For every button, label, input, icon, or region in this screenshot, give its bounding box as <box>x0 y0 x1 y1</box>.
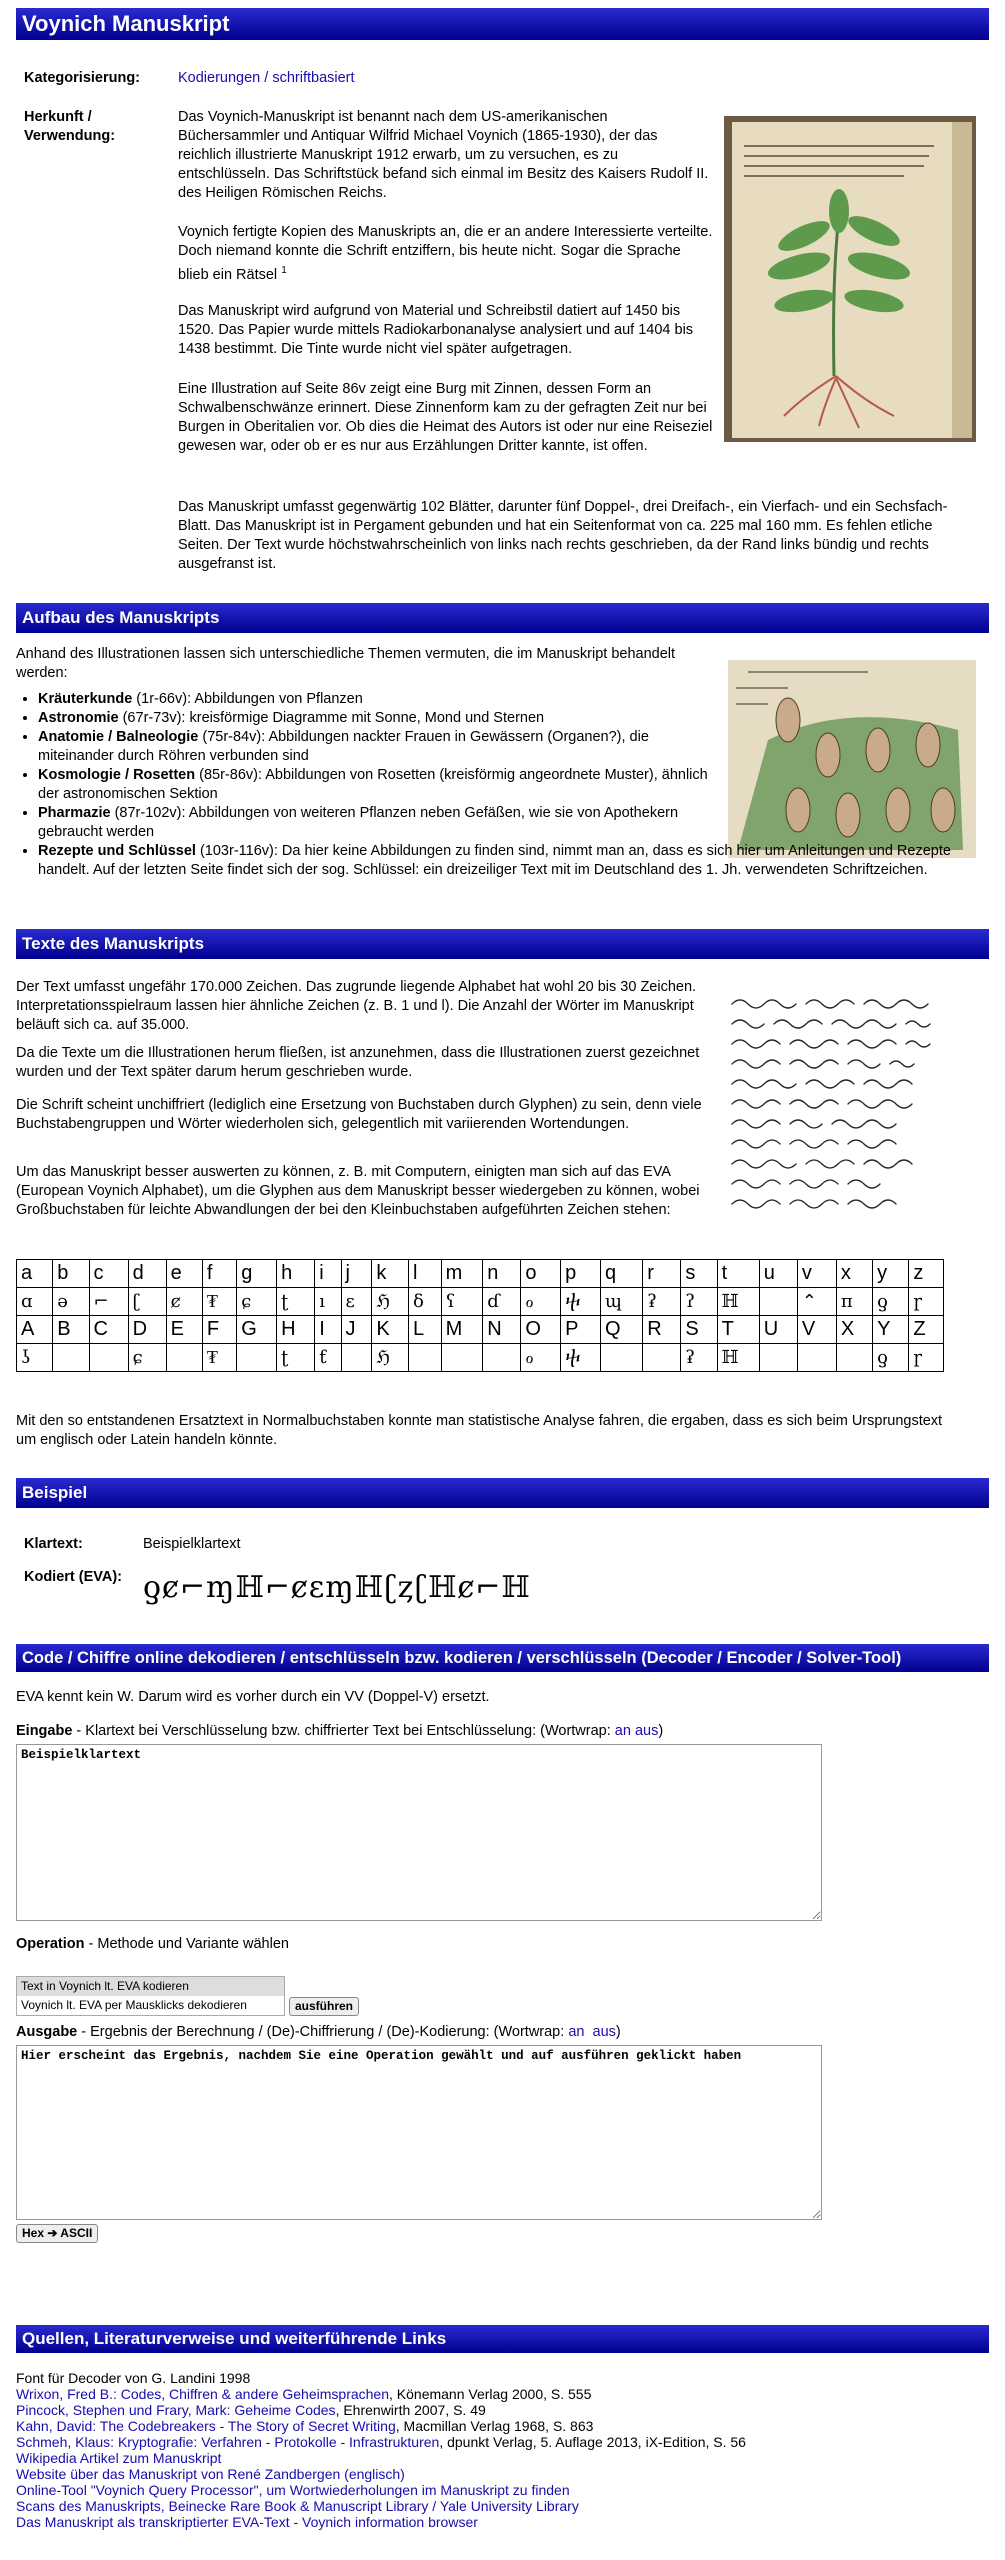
eva-glyph-cell: ʈ <box>277 1344 315 1372</box>
output-label-text: - Ergebnis der Berechnung / (De)-Chiffrierung / (De)-Kodierung: (Wortwrap: <box>77 2024 569 2040</box>
intro-paragraph-1: Das Voynich-Manuskript ist benannt nach dem US-amerikanischen Büchersammler und Antiquar Wilfrid Michael Voynich (1865-1930), der das reichlich illustrierte Manuskript 1912 erwarb, um zu versuchen, es zu entschlüsseln. Das Schriftstück befand sich einmal im Besitz des Kaisers Rudolf II. des Heiligen Römischen Reichs. <box>178 109 709 201</box>
eva-letter-cell: h <box>277 1260 315 1288</box>
eva-glyph-cell: ℴ <box>521 1288 561 1316</box>
eva-glyph-cell <box>836 1344 872 1372</box>
eva-letter-cell: g <box>237 1260 277 1288</box>
eva-letter-cell: Q <box>600 1316 642 1344</box>
list-item <box>38 690 728 709</box>
texte-paragraph-3: Die Schrift scheint unchiffriert (lediglich eine Ersetzung von Buchstaben durch Glyphen) zu sein, denn viele Buchstabengruppen und Wörter wiederholen sich, gelegentlich mit variierenden Wortendungen. <box>16 1097 702 1132</box>
list-item-term: Kräuterkunde <box>38 691 133 707</box>
page-title: Voynich Manuskript <box>16 8 989 40</box>
eva-letter-cell: e <box>166 1260 202 1288</box>
voynich-text-sample <box>726 990 978 1230</box>
origin-label-line2: Verwendung: <box>24 128 116 144</box>
eva-letter-cell: Z <box>909 1316 944 1344</box>
reference-link[interactable]: Kahn, David: The Codebreakers - The Story of Secret Writing <box>16 2418 396 2434</box>
eva-letter-cell: f <box>202 1260 236 1288</box>
eva-glyph-cell <box>237 1344 277 1372</box>
intro-paragraph-3: Das Manuskript wird aufgrund von Material und Schreibstil datiert auf 1450 bis 1520. Das Papier wurde mittels Radiokarbonanalyse analysiert und auf 1404 bis 1438 bestimmt. Die Tinte wurde nicht viel später aufgetragen. <box>178 303 694 357</box>
list-item-text: (75r-84v): Abbildungen nackter Frauen in Gewässern (Organen?), die miteinander durch Röhren verbunden sind <box>38 729 649 764</box>
klartext-label: Klartext: <box>24 1536 83 1552</box>
eva-glyph-cell: ʖ <box>17 1344 53 1372</box>
eva-letter-cell: k <box>372 1260 409 1288</box>
footnote-ref[interactable]: 1 <box>281 265 287 276</box>
eva-letter-cell: i <box>315 1260 341 1288</box>
eva-letter-cell: R <box>643 1316 681 1344</box>
input-label-bold: Eingabe <box>16 1723 73 1739</box>
eva-glyph-cell: ℴ <box>521 1344 561 1372</box>
eva-letter-cell: p <box>561 1260 601 1288</box>
eva-glyph-cell: ẟ <box>408 1288 441 1316</box>
texte-after-table: Mit den so entstandenen Ersatztext in Normalbuchstaben konnte man statistische Analyse fahren, die ergaben, dass es sich beim Ursprungstext um englisch oder Latein handeln könnte. <box>16 1413 943 1448</box>
list-item-term: Astronomie <box>38 710 119 726</box>
eva-glyph-cell: ƍ <box>873 1344 909 1372</box>
eva-letter-cell: V <box>797 1316 836 1344</box>
eva-letter-cell: F <box>202 1316 236 1344</box>
reference-item <box>16 2450 976 2466</box>
eva-letter-cell: q <box>600 1260 642 1288</box>
eva-letter-cell: Y <box>873 1316 909 1344</box>
eva-letter-cell: s <box>681 1260 717 1288</box>
reference-item <box>16 2514 976 2530</box>
eva-glyph-cell: ₮ <box>202 1344 236 1372</box>
eva-letter-cell: B <box>53 1316 89 1344</box>
reference-text: , Macmillan Verlag 1968, S. 863 <box>395 2418 594 2434</box>
eva-glyph-cell: ℍ <box>717 1344 759 1372</box>
operation-option-encode[interactable]: Text in Voynich lt. EVA kodieren <box>17 1977 284 1996</box>
eva-glyph-cell: ı <box>315 1288 341 1316</box>
eva-glyph-cell <box>408 1344 441 1372</box>
section-heading-beispiel: Beispiel <box>16 1478 989 1508</box>
eva-row-lowercase <box>17 1260 944 1288</box>
eva-glyph-cell: ʡ <box>643 1288 681 1316</box>
eva-letter-cell: z <box>909 1260 944 1288</box>
input-textarea[interactable] <box>16 1744 822 1921</box>
eva-letter-cell: I <box>315 1316 341 1344</box>
list-item-term: Anatomie / Balneologie <box>38 729 199 745</box>
eva-letter-cell: d <box>128 1260 166 1288</box>
eva-letter-cell: u <box>759 1260 797 1288</box>
eva-letter-cell: L <box>408 1316 441 1344</box>
operation-select[interactable] <box>16 1976 285 2016</box>
reference-link[interactable]: Online-Tool "Voynich Query Processor", um Wortwiederholungen im Manuskript zu finden <box>16 2482 570 2498</box>
eva-glyph-cell: ɛ <box>341 1288 372 1316</box>
eva-letter-cell: v <box>797 1260 836 1288</box>
eva-glyph-cell <box>166 1344 202 1372</box>
operation-label-bold: Operation <box>16 1936 85 1952</box>
eva-letter-cell: c <box>89 1260 128 1288</box>
eva-letter-cell: y <box>873 1260 909 1288</box>
eva-letter-cell: E <box>166 1316 202 1344</box>
eva-letter-cell: J <box>341 1316 372 1344</box>
eva-letter-cell: P <box>561 1316 601 1344</box>
list-item-text: (87r-102v): Abbildungen von weiteren Pflanzen neben Gefäßen, wie sie von Apothekern gebraucht werden <box>38 805 679 840</box>
kodiert-label: Kodiert (EVA): <box>24 1569 123 1585</box>
origin-label <box>24 108 115 146</box>
eva-glyph-cell: ₮ <box>202 1288 236 1316</box>
eva-letter-cell: H <box>277 1316 315 1344</box>
eva-letter-cell: X <box>836 1316 872 1344</box>
eva-letter-cell: C <box>89 1316 128 1344</box>
list-item <box>38 804 728 842</box>
eva-letter-cell: N <box>483 1316 521 1344</box>
eva-letter-cell: K <box>372 1316 409 1344</box>
eva-glyph-cell: ʕ <box>441 1288 483 1316</box>
reference-text: , dpunkt Verlag, 5. Auflage 2013, iX-Edition, S. 56 <box>439 2434 746 2450</box>
eva-alphabet-table <box>16 1259 944 1372</box>
eva-glyph-cell: ƭ <box>315 1344 341 1372</box>
eva-glyph-cell: ⌐ <box>89 1288 128 1316</box>
eva-letter-cell: A <box>17 1316 53 1344</box>
list-item-text: (1r-66v): Abbildungen von Pflanzen <box>132 691 363 707</box>
reference-link[interactable]: Wrixon, Fred B.: Codes, Chiffren & andere Geheimsprachen <box>16 2386 389 2402</box>
reference-item <box>16 2418 976 2434</box>
eva-glyph-cell: ⴕ <box>561 1288 601 1316</box>
origin-label-line1: Herkunft / <box>24 109 92 125</box>
reference-link[interactable]: Schmeh, Klaus: Kryptografie: Verfahren - Protokolle - Infrastrukturen <box>16 2434 440 2450</box>
eva-letter-cell: a <box>17 1260 53 1288</box>
tool-note: EVA kennt kein W. Darum wird es vorher durch ein VV (Doppel-V) ersetzt. <box>16 1689 490 1705</box>
list-item <box>38 709 728 728</box>
category-links <box>178 70 355 86</box>
reference-item <box>16 2434 976 2450</box>
eva-letter-cell: o <box>521 1260 561 1288</box>
eva-glyph-cell <box>600 1344 642 1372</box>
eva-letter-cell: j <box>341 1260 372 1288</box>
eva-letter-cell: b <box>53 1260 89 1288</box>
eva-glyph-cell <box>643 1344 681 1372</box>
intro-paragraph-4: Eine Illustration auf Seite 86v zeigt eine Burg mit Zinnen, dessen Form an Schwalbenschwänze erinnert. Diese Zinnenform kam zu der gefragten Zeit nur bei Burgen in Oberitalien vor. Ob dies die Heimat des Autors ist oder nur eine Reiseziel gewesen war, oder ob er es nur aus Erzählungen Dritter kannte, ist offen. <box>178 381 713 454</box>
input-label-close: ) <box>658 1723 664 1739</box>
eva-glyph-cell <box>759 1288 797 1316</box>
list-item-term: Pharmazie <box>38 805 111 821</box>
eva-glyph-cell <box>341 1344 372 1372</box>
eva-letter-cell: x <box>836 1260 872 1288</box>
output-wrap-off-link[interactable]: aus <box>592 2024 616 2040</box>
eva-row-uppercase-glyphs <box>17 1344 944 1372</box>
reference-item <box>16 2370 976 2386</box>
eva-letter-cell: T <box>717 1316 759 1344</box>
reference-link[interactable]: Das Manuskript als transkriptierter EVA-Text - Voynich information browser <box>16 2514 478 2530</box>
eva-glyph-cell: ʗ <box>128 1288 166 1316</box>
input-wrap-on-link[interactable]: an <box>614 1723 631 1739</box>
intro-paragraph-2-text: Voynich fertigte Kopien des Manuskripts an, die er an andere Interessierte verteilte. Doch niemand konnte die Schrift entziffern, bis heute nicht. Sogar die Sprache blieb ein Rätsel <box>178 224 713 283</box>
eva-glyph-cell: ƍ <box>873 1288 909 1316</box>
intro-paragraph-5: Das Manuskript umfasst gegenwärtig 102 Blätter, darunter fünf Doppel-, drei Dreifach-, ein Vierfach- und ein Sechsfach-Blatt. Das Manuskript ist in Pergament gebunden und hat ein Seitenformat von ca. 225 mal 160 mm. Es fehlen etliche Seiten. Der Text wurde höchstwahrscheinlich von links nach rechts geschrieben, da der Rand links bündig und rechts ausgefranst ist. <box>178 499 948 572</box>
eva-glyph-cell: ⴕ <box>561 1344 601 1372</box>
eva-glyph-cell: ɗ <box>483 1288 521 1316</box>
eva-glyph-cell <box>759 1344 797 1372</box>
eva-glyph-cell: ℍ <box>717 1288 759 1316</box>
input-label-text: - Klartext bei Verschlüsselung bzw. chiffrierter Text bei Entschlüsselung: (Wortwrap: <box>72 1723 615 1739</box>
list-item-text: (67r-73v): kreisförmige Diagramme mit Sonne, Mond und Sternen <box>118 710 545 726</box>
operation-option-decode[interactable]: Voynich lt. EVA per Mausklicks dekodieren <box>21 1998 247 2012</box>
output-wrap-on-link[interactable]: an <box>568 2024 585 2040</box>
eva-glyph-cell: ȼ <box>166 1288 202 1316</box>
references-list <box>16 2370 976 2530</box>
category-link-kodierungen[interactable]: Kodierungen <box>178 70 261 86</box>
eva-glyph-cell: ʈ <box>277 1288 315 1316</box>
manuscript-image <box>724 116 976 442</box>
eva-glyph-cell: ɕ <box>237 1288 277 1316</box>
texte-paragraph-2: Da die Texte um die Illustrationen herum fließen, ist anzunehmen, dass die Illustrationen zuerst gezeichnet wurden und der Text später darum herum geschrieben wurde. <box>16 1045 700 1080</box>
reference-item <box>16 2466 976 2482</box>
eva-letter-cell: m <box>441 1260 483 1288</box>
reference-item <box>16 2498 976 2514</box>
reference-item <box>16 2402 976 2418</box>
output-textarea[interactable] <box>16 2045 822 2220</box>
list-item-text: (85r-86v): Abbildungen von Rosetten (kreisförmig angeordnete Muster), ähnlich der astronomischen Sektion <box>38 767 708 802</box>
list-item-term: Kosmologie / Rosetten <box>38 767 196 783</box>
list-item-term: Rezepte und Schlüssel <box>38 843 196 859</box>
reference-link[interactable]: Scans des Manuskripts, Beinecke Rare Book & Manuscript Library / Yale University Library <box>16 2498 579 2514</box>
kodiert-value: ƍȼ⌐ɱℍ⌐ȼɛɱℍʗȥʗℍȼ⌐ℍ <box>143 1570 531 1605</box>
eva-letter-cell: G <box>237 1316 277 1344</box>
klartext-value: Beispielklartext <box>143 1536 241 1552</box>
list-item <box>38 728 728 766</box>
category-label: Kategorisierung: <box>24 70 141 86</box>
input-label <box>16 1723 663 1739</box>
eva-letter-cell: S <box>681 1316 717 1344</box>
reference-text: , Könemann Verlag 2000, S. 555 <box>389 2386 592 2402</box>
eva-letter-cell: U <box>759 1316 797 1344</box>
intro-paragraph-2 <box>178 223 713 285</box>
eva-glyph-cell <box>89 1344 128 1372</box>
list-item <box>38 842 988 880</box>
operation-label-text: - Methode und Variante wählen <box>84 1936 289 1952</box>
output-label <box>16 2024 621 2040</box>
eva-glyph-cell: ⌃ <box>797 1288 836 1316</box>
section-heading-texte: Texte des Manuskripts <box>16 929 989 959</box>
run-button[interactable]: ausführen <box>289 1997 359 2016</box>
eva-glyph-cell: ɕ <box>128 1344 166 1372</box>
eva-glyph-cell: π <box>836 1288 872 1316</box>
eva-glyph-cell: ɼ <box>909 1344 944 1372</box>
eva-glyph-cell: ə <box>53 1288 89 1316</box>
aufbau-list <box>16 690 991 880</box>
list-item-text: (103r-116v): Da hier keine Abbildungen zu finden sind, nimmt man an, dass es sich hier um Anleitungen und Rezepte handelt. Auf der letzten Seite findet sich der sog. Schlüssel: ein dreizeiliger Text mit im Deutschland des 1. Jh. verwendeten Schriftzeichen. <box>38 843 951 878</box>
eva-glyph-cell <box>797 1344 836 1372</box>
input-wrap-off-link[interactable]: aus <box>634 1723 659 1739</box>
eva-glyph-cell <box>53 1344 89 1372</box>
reference-item <box>16 2386 976 2402</box>
section-heading-aufbau: Aufbau des Manuskripts <box>16 603 989 633</box>
eva-glyph-cell: ℌ <box>372 1288 409 1316</box>
eva-letter-cell: D <box>128 1316 166 1344</box>
eva-row-uppercase <box>17 1316 944 1344</box>
list-item <box>38 766 728 804</box>
section-heading-tool: Code / Chiffre online dekodieren / entschlüsseln bzw. kodieren / verschlüsseln (Decoder / Encoder / Solver-Tool) <box>16 1644 989 1672</box>
section-heading-quellen: Quellen, Literaturverweise und weiterführende Links <box>16 2325 989 2353</box>
reference-text: , Ehrenwirth 2007, S. 49 <box>335 2402 486 2418</box>
hex-to-ascii-button[interactable]: Hex ➔ ASCII <box>16 2224 98 2243</box>
reference-item <box>16 2482 976 2498</box>
eva-glyph-cell: ℌ <box>372 1344 409 1372</box>
eva-glyph-cell: ʡ <box>681 1344 717 1372</box>
category-separator: / <box>260 70 273 86</box>
output-label-bold: Ausgabe <box>16 2024 78 2040</box>
eva-glyph-cell: ʔ <box>681 1288 717 1316</box>
eva-glyph-cell: ɑ <box>17 1288 53 1316</box>
eva-glyph-cell: ɰ <box>600 1288 642 1316</box>
eva-glyph-cell <box>483 1344 521 1372</box>
reference-link[interactable]: Website über das Manuskript von René Zandbergen (englisch) <box>16 2466 405 2482</box>
eva-letter-cell: t <box>717 1260 759 1288</box>
eva-letter-cell: M <box>441 1316 483 1344</box>
texte-paragraph-4: Um das Manuskript besser auswerten zu können, z. B. mit Computern, einigten man sich auf das EVA (European Voynich Alphabet), um die Glyphen aus dem Manuskript besser wiedergeben zu können, wobei Großbuchstaben für leichte Abwandlungen der bei den Kleinbuchstaben aufgeführten Zeichen stehen: <box>16 1164 700 1218</box>
eva-letter-cell: n <box>483 1260 521 1288</box>
eva-glyph-cell: ɼ <box>909 1288 944 1316</box>
reference-text: Font für Decoder von G. Landini 1998 <box>16 2370 251 2386</box>
output-label-close: ) <box>615 2024 621 2040</box>
aufbau-intro: Anhand des Illustrationen lassen sich unterschiedliche Themen vermuten, die im Manuskript behandelt werden: <box>16 646 676 681</box>
reference-link[interactable]: Pincock, Stephen und Frary, Mark: Geheime Codes <box>16 2402 336 2418</box>
eva-row-lowercase-glyphs <box>17 1288 944 1316</box>
category-link-schriftbasiert[interactable]: schriftbasiert <box>272 70 355 86</box>
eva-letter-cell: l <box>408 1260 441 1288</box>
reference-link[interactable]: Wikipedia Artikel zum Manuskript <box>16 2450 222 2466</box>
eva-letter-cell: r <box>643 1260 681 1288</box>
operation-label <box>16 1936 289 1952</box>
texte-paragraph-1: Der Text umfasst ungefähr 170.000 Zeichen. Das zugrunde liegende Alphabet hat wohl 20 bis 30 Zeichen. Interpretationsspielraum lassen hier ähnliche Zeichen (z. B. 1 und l). Die Anzahl der Wörter im Manuskript beläuft sich ca. auf 35.000. <box>16 979 697 1033</box>
eva-letter-cell: O <box>521 1316 561 1344</box>
eva-glyph-cell <box>441 1344 483 1372</box>
